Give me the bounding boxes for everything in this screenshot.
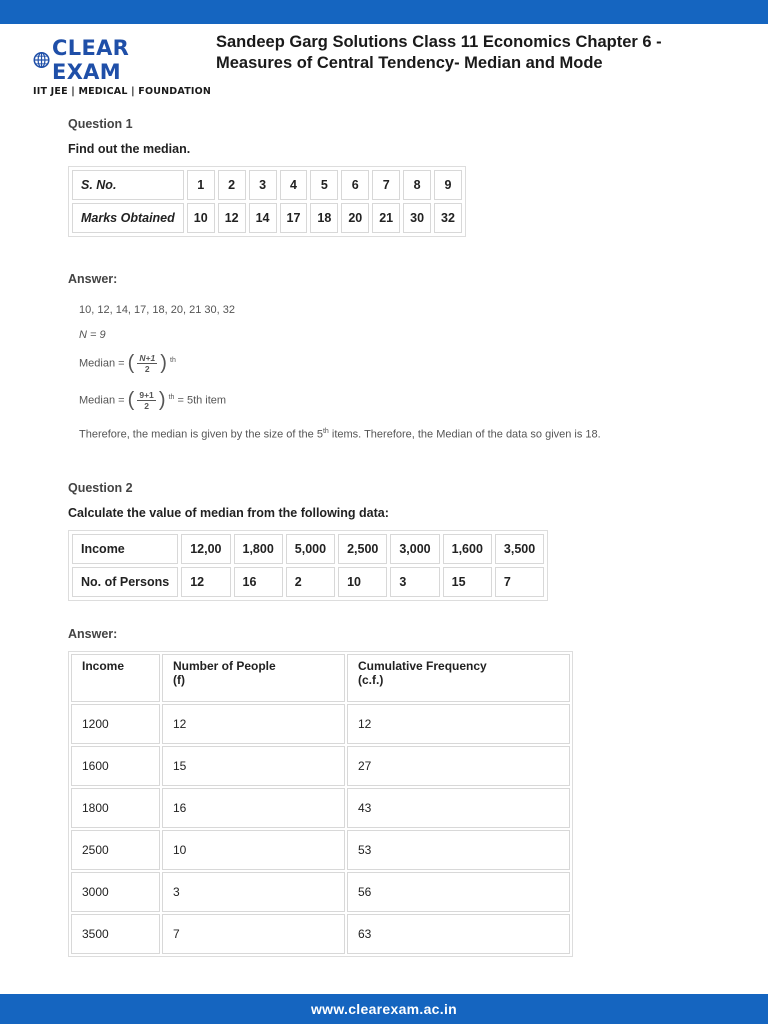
table-cell: 7 — [495, 567, 544, 597]
table-cell: 3500 — [71, 914, 160, 954]
table-cell: 10 — [162, 830, 345, 870]
median-formula-line — [79, 352, 176, 375]
question-1-label: Question 1 — [68, 117, 133, 131]
table-cell: 3,000 — [390, 534, 439, 564]
table-header-cell: Marks Obtained — [72, 203, 184, 233]
globe-icon — [33, 50, 50, 70]
table-cell: 2 — [286, 567, 335, 597]
table-cell: 8 — [403, 170, 431, 200]
median-label: Median = — [79, 357, 128, 370]
header-line: (c.f.) — [358, 673, 384, 687]
question-1-text: Find out the median. — [68, 142, 191, 156]
table-cell: 5 — [310, 170, 338, 200]
table-cell: 2500 — [71, 830, 160, 870]
table-cell: 1200 — [71, 704, 160, 744]
table-cell: 1,600 — [443, 534, 492, 564]
table-row — [72, 170, 462, 200]
table-cell: 2 — [218, 170, 246, 200]
table-row — [72, 567, 544, 597]
table-cell: 12 — [347, 704, 570, 744]
table-cell: 3 — [390, 567, 439, 597]
table-cell: 18 — [310, 203, 338, 233]
table-cell: 4 — [280, 170, 308, 200]
table-row — [71, 704, 570, 744]
table-cell: 1800 — [71, 788, 160, 828]
fraction-numerator: N+1 — [139, 353, 156, 363]
table-row — [71, 830, 570, 870]
table-cell: 12 — [181, 567, 230, 597]
footer-bar — [0, 994, 768, 1024]
fraction-denominator: 2 — [144, 401, 149, 411]
table-cell: 30 — [403, 203, 431, 233]
table-cell: 7 — [162, 914, 345, 954]
table-header-cell: S. No. — [72, 170, 184, 200]
header-line: (f) — [173, 673, 185, 687]
close-paren: ) — [160, 352, 167, 374]
median-calc-line — [79, 389, 226, 412]
table-cell: 3 — [162, 872, 345, 912]
footer-url-link[interactable]: www.clearexam.ac.in — [310, 1001, 458, 1017]
table-cell: 32 — [434, 203, 462, 233]
table-header-cell: Income — [71, 654, 160, 702]
table-cell: 63 — [347, 914, 570, 954]
answer-1-label: Answer: — [68, 272, 118, 286]
conclusion-text: Therefore, the median is given by the size of the 5 — [79, 428, 323, 441]
header-line: Number of People — [173, 659, 276, 673]
median-label: Median = — [79, 394, 128, 407]
table-cell: 5,000 — [286, 534, 335, 564]
question-2-text: Calculate the value of median from the following data: — [68, 506, 389, 520]
table-cell: 17 — [280, 203, 308, 233]
logo — [33, 36, 212, 97]
table-cell: 27 — [347, 746, 570, 786]
fraction — [137, 390, 155, 411]
fraction-numerator: 9+1 — [139, 390, 154, 400]
open-paren: ( — [127, 352, 135, 374]
question-2-label: Question 2 — [68, 481, 133, 495]
question-1-table — [68, 166, 466, 237]
superscript-th: th — [168, 393, 175, 401]
answer-2-label: Answer: — [68, 627, 118, 641]
table-cell: 3,500 — [495, 534, 544, 564]
conclusion-text: items. Therefore, the Median of the data so given is 18. — [328, 428, 601, 441]
top-bar — [0, 0, 768, 24]
document-title: Sandeep Garg Solutions Class 11 Economics Chapter 6 - Measures of Central Tendency- Median and Mode — [216, 33, 662, 72]
table-row — [71, 746, 570, 786]
table-cell: 43 — [347, 788, 570, 828]
table-cell: 12 — [218, 203, 246, 233]
table-cell: 20 — [341, 203, 369, 233]
table-cell: 15 — [162, 746, 345, 786]
table-header-row — [71, 654, 570, 702]
table-cell: 12,00 — [181, 534, 230, 564]
fraction-denominator: 2 — [144, 364, 150, 374]
table-cell: 16 — [234, 567, 283, 597]
table-cell: 56 — [347, 872, 570, 912]
table-cell: 16 — [162, 788, 345, 828]
table-row — [71, 872, 570, 912]
table-cell: 7 — [372, 170, 400, 200]
median-result: = 5th item — [177, 394, 227, 407]
table-row — [72, 534, 544, 564]
table-cell: 6 — [341, 170, 369, 200]
table-cell: 1,800 — [234, 534, 283, 564]
conclusion-line — [79, 428, 601, 441]
cumulative-frequency-table — [68, 651, 573, 957]
table-cell: 53 — [347, 830, 570, 870]
table-cell: 1600 — [71, 746, 160, 786]
header-line: Cumulative Frequency — [358, 659, 487, 673]
table-cell: 10 — [338, 567, 387, 597]
superscript-th: th — [170, 356, 176, 364]
table-row — [71, 788, 570, 828]
table-cell: 3 — [249, 170, 277, 200]
data-series-line: 10, 12, 14, 17, 18, 20, 21 30, 32 — [79, 304, 235, 316]
table-header-cell — [347, 654, 570, 702]
open-paren: ( — [127, 389, 135, 411]
table-cell: 10 — [187, 203, 215, 233]
table-cell: 1 — [187, 170, 215, 200]
table-cell: 3000 — [71, 872, 160, 912]
fraction — [137, 353, 157, 374]
close-paren: ) — [158, 389, 166, 411]
table-header-cell: Income — [72, 534, 178, 564]
table-cell: 14 — [249, 203, 277, 233]
table-cell: 12 — [162, 704, 345, 744]
table-row — [71, 914, 570, 954]
table-header-cell: No. of Persons — [72, 567, 178, 597]
superscript-th: th — [322, 428, 329, 435]
table-row — [72, 203, 462, 233]
question-2-table — [68, 530, 548, 601]
table-cell: 9 — [434, 170, 462, 200]
n-value-line: N = 9 — [79, 329, 106, 341]
table-cell: 21 — [372, 203, 400, 233]
table-cell: 2,500 — [338, 534, 387, 564]
logo-wordmark — [33, 36, 183, 84]
logo-text: CLEAR EXAM — [52, 36, 130, 84]
table-cell: 15 — [443, 567, 492, 597]
table-header-cell — [162, 654, 345, 702]
logo-tagline: IIT JEE | MEDICAL | FOUNDATION — [33, 86, 212, 97]
